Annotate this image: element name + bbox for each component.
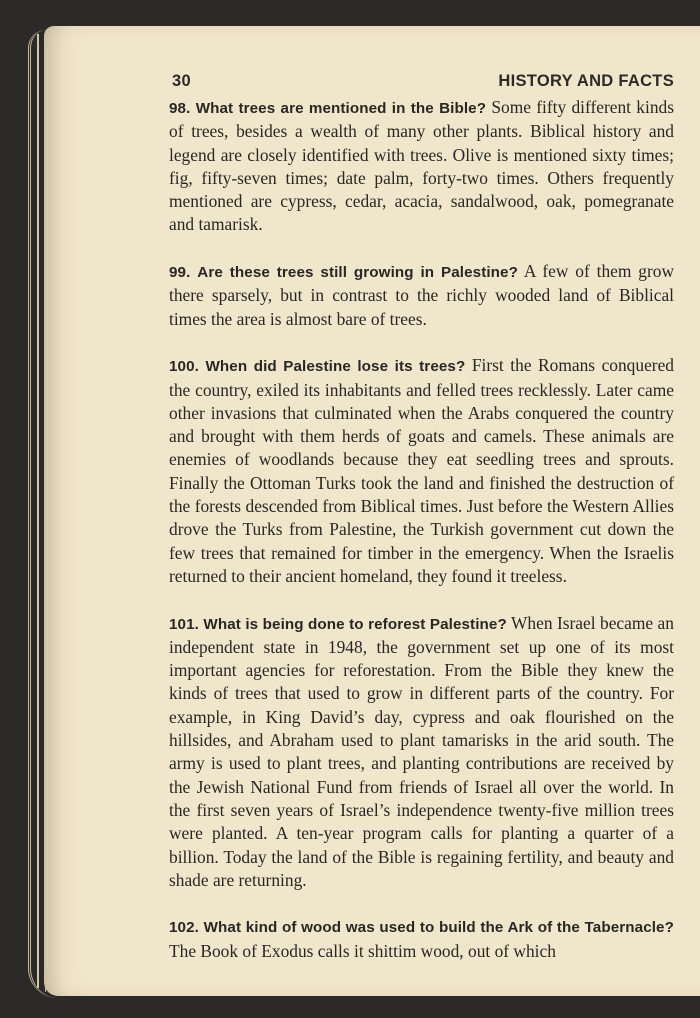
entry-question: What is being done to reforest Palestine? bbox=[203, 615, 507, 633]
entry-question: When did Palestine lose its trees? bbox=[205, 358, 466, 376]
entry-number: 100. bbox=[169, 358, 199, 376]
entry-question: Are these trees still growing in Palestine? bbox=[197, 264, 518, 282]
entry-answer: When Israel became an independent state in 1948, the government set up one of its most important agencies for reforestation. From the Bible they knew the kinds of trees that used to grow in different parts of the country. For example, in King David’s day, cypress and oak flourished on the hillsides, and Abraham used to plant tamarisks in the arid south. The army is used to plant trees, and planting contributions are received by the Jewish National Fund from friends of Israel all over the world. In the first seven years of Israel’s independence twenty-five million trees were planted. A ten-year program calls for planting a quarter of a billion. Today the land of the Bible is regaining fertility, and beauty and shade are returning. bbox=[169, 612, 674, 890]
running-head: HISTORY AND FACTS bbox=[498, 72, 674, 90]
entry-100 bbox=[169, 354, 674, 588]
page-stack-edges bbox=[28, 30, 71, 998]
entry-question: What kind of wood was used to build the Ark of the Tabernacle? bbox=[203, 919, 674, 937]
entry-102 bbox=[169, 915, 674, 963]
entry-answer: Some fifty different kinds of trees, besides a wealth of many other plants. Biblical history and legend are closely identified with trees. Olive is mentioned sixty times; fig, fifty-seven times; date palm, forty-two times. Others frequently mentioned are cypress, cedar, acacia, sandalwood, oak, pomegranate and tamarisk. bbox=[169, 97, 674, 235]
entry-99 bbox=[169, 260, 674, 331]
entry-98 bbox=[169, 96, 674, 237]
body-text bbox=[169, 96, 674, 986]
entry-answer: The Book of Exodus calls it shittim wood, out of which bbox=[169, 940, 556, 961]
entry-number: 98. bbox=[169, 100, 191, 117]
entry-number: 102. bbox=[169, 919, 199, 937]
page-number: 30 bbox=[172, 72, 191, 90]
entry-question: What trees are mentioned in the Bible? bbox=[195, 100, 487, 117]
entry-number: 101. bbox=[169, 615, 199, 633]
entry-number: 99. bbox=[169, 264, 191, 282]
page-header bbox=[172, 72, 674, 96]
entry-answer: First the Romans conquered the country, exiled its inhabitants and felled trees recklessly. Later came other invasions that culminated when the Arabs conquered the country and brought with them herds of goats and camels. These animals are enemies of woodlands because they eat seedling trees and sprouts. Finally the Ottoman Turks took the land and finished the destruction of the forests descended from Biblical times. Just before the Western Allies drove the Turks from Palestine, the Turkish government cut down the few trees that remained for timber in the emergency. When the Israelis returned to their ancient homeland, they found it treeless. bbox=[169, 355, 674, 586]
entry-101 bbox=[169, 612, 674, 893]
entry-answer: A few of them grow there sparsely, but in contrast to the richly wooded land of Biblical times the area is almost bare of trees. bbox=[169, 261, 675, 329]
